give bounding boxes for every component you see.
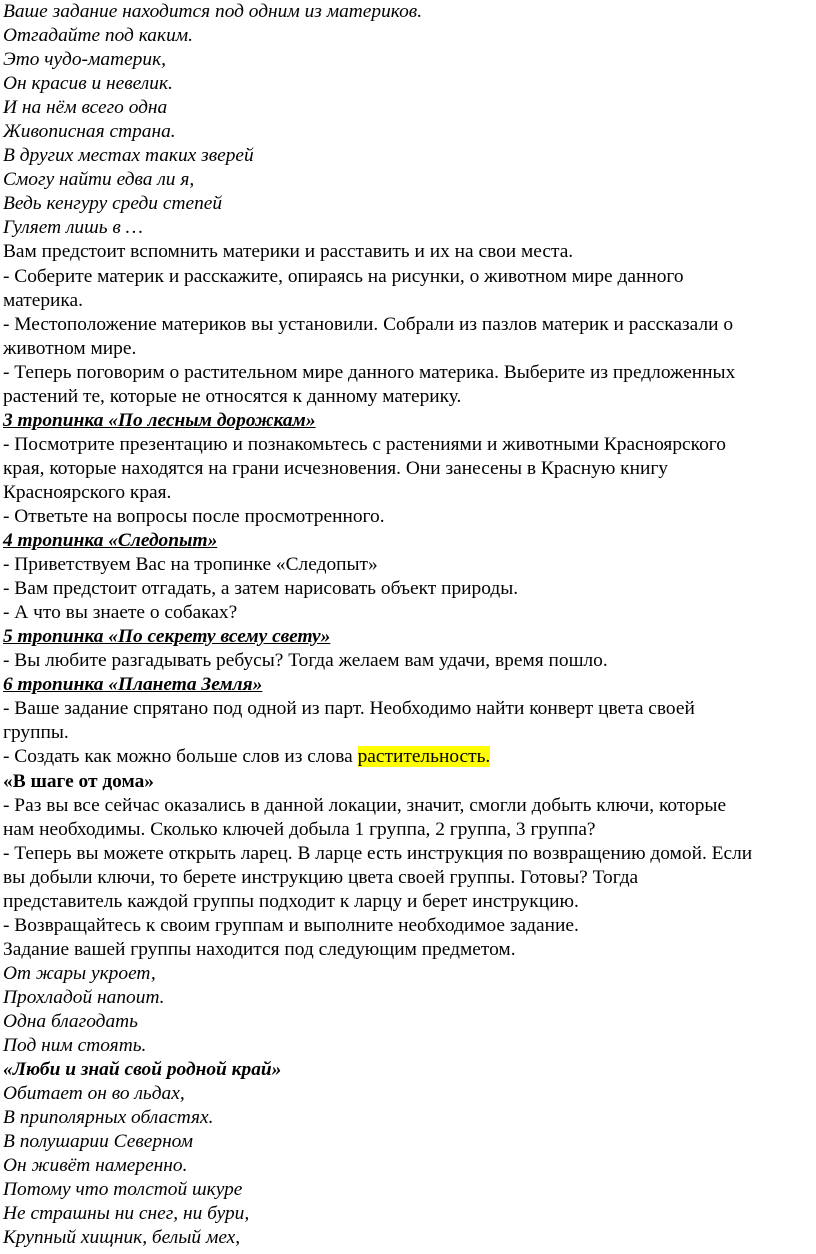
- text-line: [3, 601, 810, 625]
- line-text: Обитает он во льдах,: [3, 1083, 185, 1105]
- text-line: [3, 529, 810, 553]
- line-text: Прохладой напоит.: [3, 986, 165, 1008]
- text-line: [3, 986, 810, 1010]
- text-line: [3, 1034, 810, 1058]
- line-text: - А что вы знаете о собаках?: [3, 602, 238, 624]
- line-text: 4 тропинка «Следопыт»: [3, 530, 218, 552]
- line-text: Крупный хищник, белый мех,: [3, 1227, 241, 1249]
- text-line: [3, 842, 810, 866]
- text-line: [3, 914, 810, 938]
- text-line: [3, 745, 810, 769]
- text-line: [3, 962, 810, 986]
- text-line: [3, 1130, 810, 1154]
- line-text: - Раз вы все сейчас оказались в данной локации, значит, смогли добыть ключи, которые: [3, 794, 727, 816]
- line-text: животном мире.: [3, 337, 137, 359]
- line-text: - Посмотрите презентацию и познакомьтесь с растениями и животными Красноярского: [3, 433, 726, 455]
- line-text: представитель каждой группы подходит к ларцу и берет инструкцию.: [3, 890, 579, 912]
- text-line: [3, 433, 810, 457]
- text-line: [3, 96, 810, 120]
- text-line: [3, 721, 810, 745]
- text-line: [3, 1106, 810, 1130]
- text-line: [3, 168, 810, 192]
- line-text: В приполярных областях.: [3, 1107, 214, 1129]
- text-line: [3, 48, 810, 72]
- line-text: - Соберите материк и расскажите, опираясь на рисунки, о животном мире данного: [3, 265, 684, 287]
- text-line: [3, 24, 810, 48]
- line-text: края, которые находятся на грани исчезновения. Они занесены в Красную книгу: [3, 457, 668, 479]
- line-text: Вам предстоит вспомнить материки и расставить и их на свои места.: [3, 241, 574, 263]
- line-text: От жары укроет,: [3, 962, 156, 984]
- line-text: Потому что толстой шкуре: [3, 1179, 243, 1201]
- line-text: группы.: [3, 722, 69, 744]
- line-text: - Ваше задание спрятано под одной из парт. Необходимо найти конверт цвета своей: [3, 698, 695, 720]
- text-line: [3, 289, 810, 313]
- line-text: И на нём всего одна: [3, 97, 168, 119]
- line-text: 3 тропинка «По лесным дорожкам»: [3, 409, 316, 431]
- line-text: - Теперь поговорим о растительном мире данного материка. Выберите из предложенных: [3, 361, 736, 383]
- line-text: Под ним стоять.: [3, 1035, 147, 1057]
- line-text: - Приветствуем Вас на тропинке «Следопыт»: [3, 554, 378, 576]
- line-text: - Вам предстоит отгадать, а затем нарисовать объект природы.: [3, 578, 519, 600]
- text-line: [3, 866, 810, 890]
- line-text: Гуляет лишь в …: [3, 217, 143, 239]
- text-line: [3, 697, 810, 721]
- line-text: растений те, которые не относятся к данному материку.: [3, 385, 462, 407]
- text-line: [3, 505, 810, 529]
- text-line: [3, 1010, 810, 1034]
- line-text: Не страшны ни снег, ни бури,: [3, 1203, 250, 1225]
- text-line: [3, 553, 810, 577]
- line-text: - Вы любите разгадывать ребусы? Тогда желаем вам удачи, время пошло.: [3, 650, 608, 672]
- line-text: 6 тропинка «Планета Земля»: [3, 674, 263, 696]
- line-text: Он красив и невелик.: [3, 73, 173, 95]
- text-line: [3, 240, 810, 264]
- line-text: - Ответьте на вопросы после просмотренного.: [3, 505, 385, 527]
- text-line: [3, 794, 810, 818]
- text-line: [3, 409, 810, 433]
- text-line: [3, 481, 810, 505]
- text-line: [3, 1154, 810, 1178]
- highlighted-word: растительность.: [357, 746, 491, 768]
- text-line: [3, 938, 810, 962]
- text-line: [3, 890, 810, 914]
- text-line: [3, 1178, 810, 1202]
- text-line: [3, 385, 810, 409]
- text-line: [3, 265, 810, 289]
- line-text: Смогу найти едва ли я,: [3, 169, 195, 191]
- line-text: Красноярского края.: [3, 481, 172, 503]
- text-line: [3, 192, 810, 216]
- line-text: - Местоположение материков вы установили. Собрали из пазлов материк и рассказали о: [3, 313, 734, 335]
- text-line: [3, 673, 810, 697]
- line-text: Это чудо-материк,: [3, 49, 166, 71]
- line-text: - Теперь вы можете открыть ларец. В ларце есть инструкция по возвращению домой. Если: [3, 842, 753, 864]
- text-line: [3, 1226, 810, 1250]
- line-text: Он живёт намеренно.: [3, 1155, 188, 1177]
- line-text: Ваше задание находится под одним из материков.: [3, 1, 423, 22]
- line-text: - Создать как можно больше слов из слова: [3, 746, 358, 768]
- line-text: «Люби и знай свой родной край»: [3, 1059, 282, 1081]
- line-text: «В шаге от дома»: [3, 770, 154, 792]
- line-text: Одна благодать: [3, 1010, 138, 1032]
- line-text: вы добыли ключи, то берете инструкцию цвета своей группы. Готовы? Тогда: [3, 866, 639, 888]
- text-line: [3, 120, 810, 144]
- text-line: [3, 216, 810, 240]
- text-line: [3, 625, 810, 649]
- line-text: - Возвращайтесь к своим группам и выполните необходимое задание.: [3, 914, 579, 936]
- text-line: [3, 770, 810, 794]
- text-line: [3, 457, 810, 481]
- line-text: Задание вашей группы находится под следующим предметом.: [3, 938, 516, 960]
- line-text: В полушарии Северном: [3, 1131, 194, 1153]
- line-text: 5 тропинка «По секрету всему свету»: [3, 626, 331, 648]
- text-line: [3, 0, 810, 24]
- text-line: [3, 1082, 810, 1106]
- line-text: Отгадайте под каким.: [3, 25, 193, 47]
- text-line: [3, 313, 810, 337]
- text-line: [3, 72, 810, 96]
- line-text: материка.: [3, 289, 83, 311]
- text-line: [3, 818, 810, 842]
- line-text: В других местах таких зверей: [3, 145, 254, 167]
- text-line: [3, 649, 810, 673]
- line-text: нам необходимы. Сколько ключей добыла 1 группа, 2 группа, 3 группа?: [3, 818, 596, 840]
- text-line: [3, 1058, 810, 1082]
- text-line: [3, 577, 810, 601]
- text-line: [3, 361, 810, 385]
- text-line: [3, 1202, 810, 1226]
- line-text: Ведь кенгуру среди степей: [3, 193, 223, 215]
- text-line: [3, 337, 810, 361]
- text-line: [3, 144, 810, 168]
- line-text: Живописная страна.: [3, 121, 176, 143]
